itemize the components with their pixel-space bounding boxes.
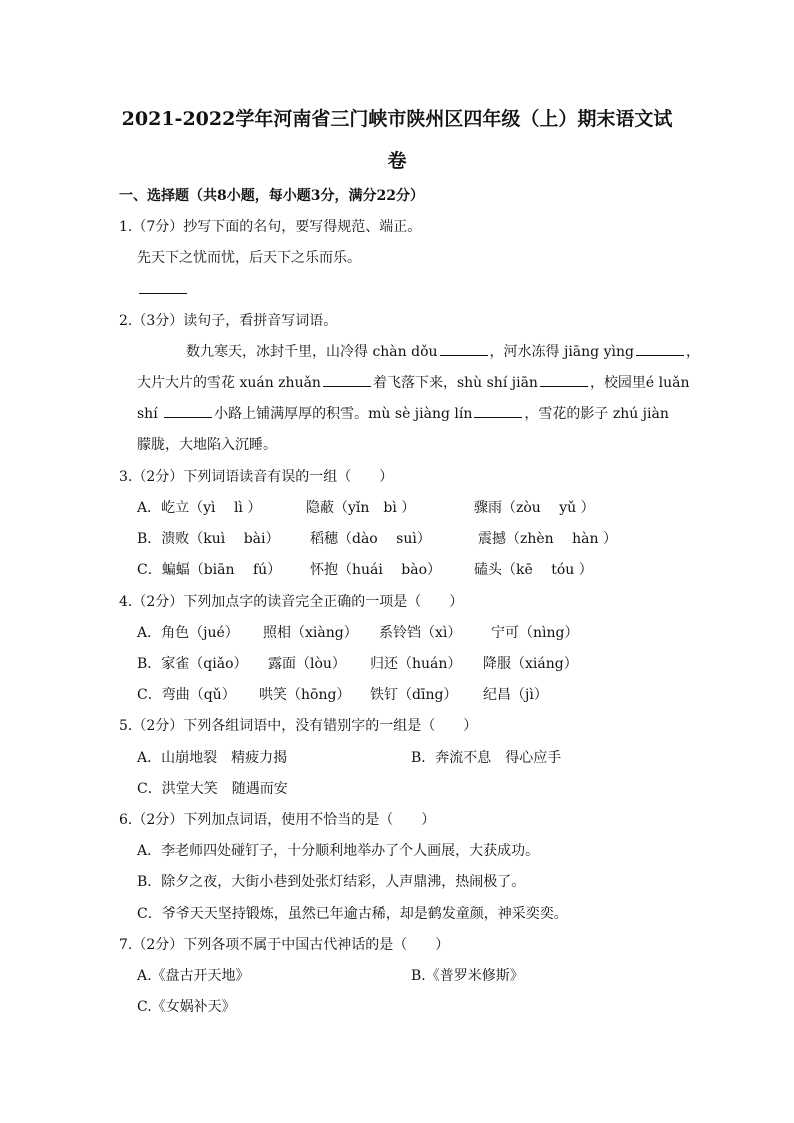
q3-option-c-1[interactable]: C．蝙蝠（biān fú） bbox=[137, 562, 282, 578]
q4-option-b-1[interactable]: B．家雀（qiǎo） bbox=[137, 656, 248, 672]
question-3-stem: 3.（2分）下列词语读音有误的一组（ ） bbox=[119, 469, 394, 485]
q3-option-c-3[interactable]: 磕头（kē tóu ） bbox=[474, 562, 593, 578]
q4-option-b-3[interactable]: 归还（huán） bbox=[370, 656, 462, 672]
q4-option-a-4[interactable]: 宁可（nìng） bbox=[491, 625, 579, 641]
q5-option-b[interactable]: B．奔流不息 得心应手 bbox=[411, 750, 562, 766]
q6-option-c[interactable]: C．爷爷天天坚持锻炼，虽然已年逾古稀，却是鹤发童颜，神采奕奕。 bbox=[137, 906, 568, 922]
q4-option-a-2[interactable]: 照相（xiàng） bbox=[263, 625, 358, 641]
question-1-answer-blank[interactable] bbox=[137, 280, 189, 300]
q2-text-3c: ，雪花的影子 zhú jiàn bbox=[524, 406, 669, 422]
question-2-line-1 bbox=[186, 342, 700, 362]
q4-option-a-1[interactable]: A．角色（jué） bbox=[137, 625, 239, 641]
q4-option-a-3[interactable]: 系铃铛（xì） bbox=[379, 625, 462, 641]
question-4-stem: 4.（2分）下列加点字的读音完全正确的一项是（ ） bbox=[119, 594, 464, 610]
q7-option-a[interactable]: A.《盘古开天地》 bbox=[137, 968, 250, 984]
q3-option-b-2[interactable]: 稻穗（dào suì） bbox=[310, 531, 431, 547]
title-line-1: 2021-2022学年河南省三门峡市陕州区四年级（上）期末语文试 bbox=[121, 108, 673, 130]
q4-option-c-2[interactable]: 哄笑（hōng） bbox=[259, 687, 351, 703]
q3-option-a-1[interactable]: A．屹立（yì lì ） bbox=[137, 500, 262, 516]
q4-option-c-4[interactable]: 纪昌（jì） bbox=[483, 687, 548, 703]
q2-text-2b: 着飞落下来，shù shí jiān bbox=[372, 375, 538, 391]
q2-text-1a: 数九寒天，冰封千里，山冷得 chàn dǒu bbox=[186, 344, 438, 360]
blank-shushijian[interactable] bbox=[540, 374, 588, 387]
q6-option-b[interactable]: B．除夕之夜，大街小巷到处张灯结彩，人声鼎沸，热闹极了。 bbox=[137, 874, 526, 890]
title-line-2: 卷 bbox=[387, 150, 407, 172]
q3-option-b-3[interactable]: 震撼（zhèn hàn ） bbox=[478, 531, 617, 547]
question-2-line-3 bbox=[137, 404, 669, 424]
blank-jiangying[interactable] bbox=[636, 343, 684, 356]
blank-eluanshi[interactable] bbox=[164, 405, 212, 418]
q6-option-a[interactable]: A．李老师四处碰钉子，十分顺利地举办了个人画展，大获成功。 bbox=[137, 843, 540, 859]
question-7-stem: 7.（2分）下列各项不属于中国古代神话的是（ ） bbox=[119, 937, 450, 953]
q3-option-a-3[interactable]: 骤雨（zòu yǔ ） bbox=[474, 500, 595, 516]
q7-option-c[interactable]: C.《女娲补天》 bbox=[137, 999, 236, 1015]
q3-option-a-2[interactable]: 隐蔽（yǐn bì ） bbox=[306, 500, 416, 516]
q4-option-b-2[interactable]: 露面（lòu） bbox=[268, 656, 346, 672]
question-2-line-2 bbox=[137, 373, 690, 393]
q2-text-1b: ，河水冻得 jiāng yìng bbox=[489, 344, 634, 360]
q2-text-3a: shí bbox=[137, 406, 158, 422]
q5-option-a[interactable]: A．山崩地裂 精疲力揭 bbox=[137, 750, 288, 766]
question-5-stem: 5.（2分）下列各组词语中，没有错别字的一组是（ ） bbox=[119, 718, 478, 734]
q4-option-b-4[interactable]: 降服（xiáng） bbox=[483, 656, 578, 672]
blank-chandou[interactable] bbox=[440, 343, 488, 356]
q2-text-1c: ， bbox=[685, 344, 700, 360]
question-1-text: 先天下之忧而忧，后天下之乐而乐。 bbox=[137, 250, 361, 266]
question-6-stem: 6.（2分）下列加点词语，使用不恰当的是（ ） bbox=[119, 812, 436, 828]
blank-museshiangling[interactable] bbox=[474, 405, 522, 418]
q5-option-c[interactable]: C．洪堂大笑 随遇而安 bbox=[137, 781, 288, 797]
q2-text-2a: 大片大片的雪花 xuán zhuǎn bbox=[137, 375, 321, 391]
q7-option-b[interactable]: B.《普罗米修斯》 bbox=[411, 968, 524, 984]
question-2-line-4: 朦胧，大地陷入沉睡。 bbox=[137, 437, 277, 453]
question-2-stem: 2.（3分）读句子，看拼音写词语。 bbox=[119, 313, 338, 329]
q4-option-c-1[interactable]: C．弯曲（qǔ） bbox=[137, 687, 236, 703]
q2-text-2c: ，校园里é luǎn bbox=[589, 375, 690, 391]
q3-option-b-1[interactable]: B．溃败（kuì bài） bbox=[137, 531, 280, 547]
blank-xuanzhuan[interactable] bbox=[323, 374, 371, 387]
q3-option-c-2[interactable]: 怀抱（huái bào） bbox=[310, 562, 442, 578]
section-heading: 一、选择题（共8小题，每小题3分，满分22分） bbox=[119, 188, 424, 204]
exam-title bbox=[110, 100, 684, 180]
q4-option-c-3[interactable]: 铁钉（dīng） bbox=[370, 687, 458, 703]
q2-text-3b: 小路上铺满厚厚的积雪。mù sè jiàng lín bbox=[214, 406, 473, 422]
question-1-stem: 1.（7分）抄写下面的名句，要写得规范、端正。 bbox=[119, 219, 422, 235]
